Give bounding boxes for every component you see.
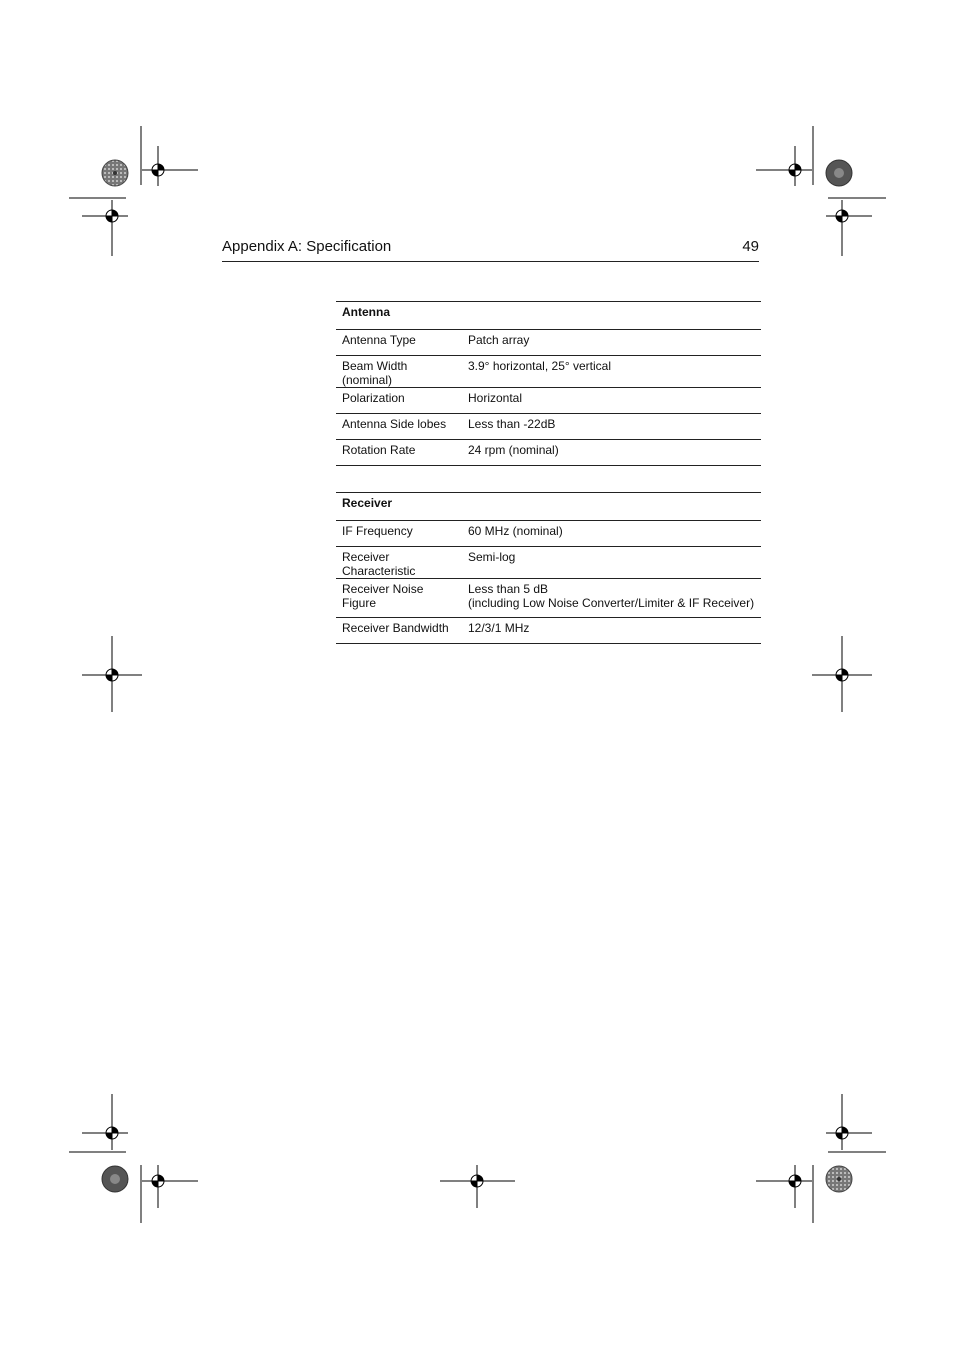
table-row <box>336 521 761 547</box>
starburst-icon-top-left <box>102 160 128 186</box>
registration-mark-top-left-b <box>82 200 128 256</box>
starburst-icon-bottom-right <box>826 1166 852 1192</box>
starburst-icon-top-right <box>826 160 852 186</box>
registration-mark-top-right-b <box>826 200 872 256</box>
registration-mark-mid-left <box>82 636 142 712</box>
param-label: Receiver Bandwidth <box>336 618 462 644</box>
table-heading: Receiver <box>336 493 761 521</box>
table-row <box>336 618 761 644</box>
starburst-icon-bottom-left <box>102 1166 128 1192</box>
param-label: Antenna Side lobes <box>336 414 462 440</box>
table-heading: Antenna <box>336 302 761 330</box>
page-header <box>222 236 759 262</box>
registration-mark-bottom-left-b <box>142 1165 198 1208</box>
param-label: Polarization <box>336 388 462 414</box>
registration-mark-bottom-right-b <box>756 1165 812 1208</box>
receiver-spec-table <box>336 492 761 644</box>
param-value-note: (including Low Noise Converter/Limiter & IF Receiver) <box>468 596 755 610</box>
table-row <box>336 440 761 466</box>
registration-mark-bottom-right-a <box>826 1094 872 1150</box>
page-number: 49 <box>742 238 759 255</box>
param-label: Receiver Noise Figure <box>336 579 462 618</box>
registration-mark-bottom-left-a <box>82 1094 128 1150</box>
registration-mark-mid-right <box>812 636 872 712</box>
param-label: Beam Width (nominal) <box>336 356 462 388</box>
param-value: Horizontal <box>462 388 761 414</box>
table-row <box>336 356 761 388</box>
param-value: 12/3/1 MHz <box>462 618 761 644</box>
table-row <box>336 330 761 356</box>
table-row <box>336 579 761 618</box>
param-label: Receiver Characteristic <box>336 547 462 579</box>
table-row <box>336 547 761 579</box>
param-label: IF Frequency <box>336 521 462 547</box>
param-value: Semi-log <box>462 547 761 579</box>
param-value: 3.9° horizontal, 25° vertical <box>462 356 761 388</box>
param-value-cell <box>462 579 761 618</box>
table-row <box>336 414 761 440</box>
param-value: Less than 5 dB <box>468 582 549 596</box>
registration-mark-top-right-a <box>756 146 812 186</box>
table-row <box>336 388 761 414</box>
param-label: Antenna Type <box>336 330 462 356</box>
param-value: Less than -22dB <box>462 414 761 440</box>
page-title: Appendix A: Specification <box>222 238 392 255</box>
registration-mark-top-left-a <box>142 146 198 186</box>
param-label: Rotation Rate <box>336 440 462 466</box>
registration-mark-bottom-center <box>440 1165 515 1208</box>
param-value: Patch array <box>462 330 761 356</box>
param-value: 24 rpm (nominal) <box>462 440 761 466</box>
antenna-spec-table <box>336 301 761 466</box>
param-value: 60 MHz (nominal) <box>462 521 761 547</box>
